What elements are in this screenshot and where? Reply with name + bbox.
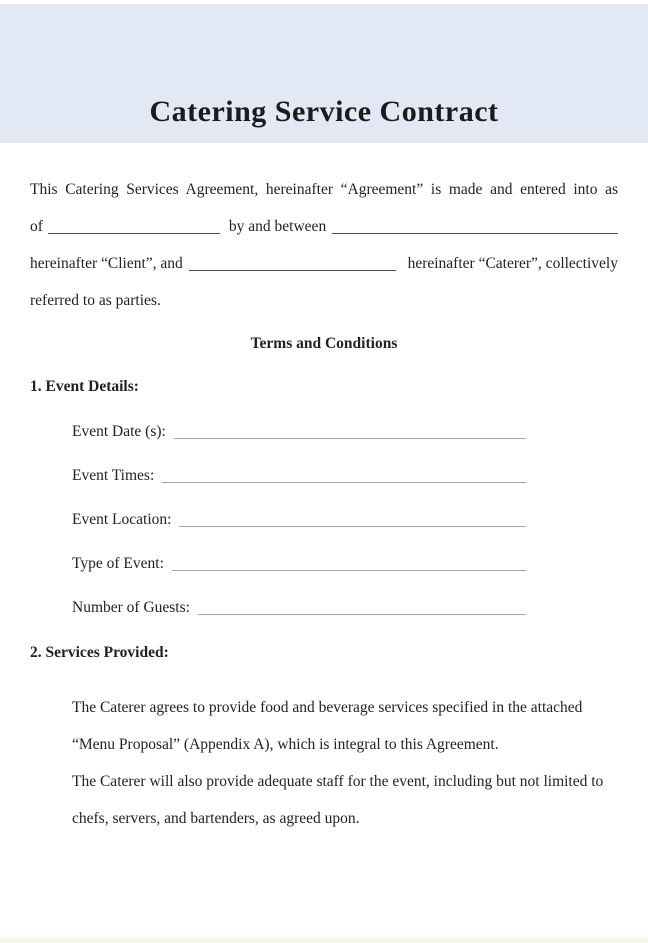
intro-line-2 [30,208,618,245]
intro-line-3-suffix: hereinafter “Caterer”, collectively [407,255,618,272]
field-row-event-location [72,511,526,529]
field-row-type-of-event [72,555,526,573]
field-label: Event Location: [72,511,172,528]
title-banner [0,4,648,143]
event-dates-blank-line[interactable] [174,438,526,439]
intro-paragraph [30,171,618,319]
agreement-date-blank-line[interactable] [48,233,220,234]
client-name-blank-line[interactable] [332,233,618,234]
field-row-number-of-guests [72,599,526,617]
event-times-blank-line[interactable] [162,482,526,483]
terms-and-conditions-heading: Terms and Conditions [250,335,398,352]
field-label: Type of Event: [72,555,164,572]
page-title: Catering Service Contract [149,95,499,128]
intro-line-4: referred to as parties. [30,292,161,309]
intro-line-3-prefix: hereinafter “Client”, and [30,255,183,272]
number-of-guests-blank-line[interactable] [198,614,526,615]
event-location-blank-line[interactable] [179,526,526,527]
page-bottom-edge [0,937,648,943]
intro-line-2-prefix: of [30,218,43,235]
services-paragraph-1: The Caterer agrees to provide food and beverage services specified in the attached “Menu Proposal” (Appendix A), which is integral to this Agreement. [72,699,583,753]
section-1-heading: 1. Event Details: [30,378,139,395]
field-label: Event Date (s): [72,423,166,440]
section-2-heading: 2. Services Provided: [30,644,169,661]
event-details-fields [0,423,648,617]
intro-line-3 [30,245,618,282]
field-label: Number of Guests: [72,599,190,616]
type-of-event-blank-line[interactable] [172,570,526,571]
field-label: Event Times: [72,467,155,484]
field-row-event-dates [72,423,526,441]
intro-line-2-middle: by and between [228,218,327,235]
services-paragraph-2: The Caterer will also provide adequate staff for the event, including but not limited to chefs, servers, and bartenders, as agreed upon. [72,773,604,827]
field-row-event-times [72,467,526,485]
intro-line-1: This Catering Services Agreement, hereinafter “Agreement” is made and entered into as [30,181,618,198]
caterer-name-blank-line[interactable] [189,270,396,271]
